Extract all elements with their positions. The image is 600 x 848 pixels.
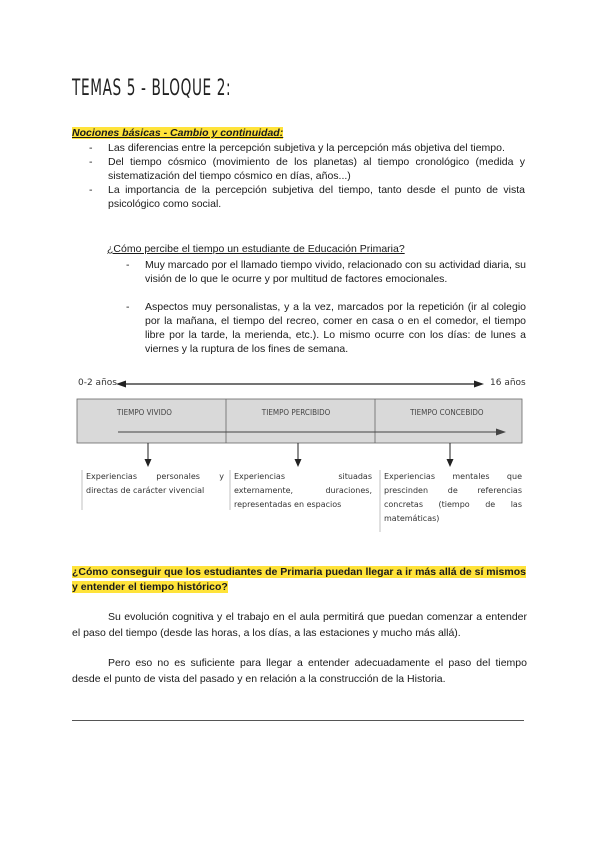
age-arrow-left [116, 381, 126, 388]
question-heading: ¿Cómo percibe el tiempo un estudiante de Educación Primaria? [107, 243, 405, 255]
nociones-list [89, 141, 525, 211]
down-arrow-head [447, 459, 454, 467]
age-arrow-right [474, 381, 484, 388]
horizontal-rule [72, 720, 524, 721]
percepcion-list [126, 258, 526, 356]
section-heading-nociones [72, 127, 283, 139]
section-heading-tiempo-historico [72, 565, 527, 595]
page-title: TEMAS 5 - BLOQUE 2: [72, 76, 232, 101]
down-arrow-head [145, 459, 152, 467]
highlighted-heading: ¿Cómo conseguir que los estudiantes de Primaria puedan llegar a ir más allá de sí mismos y entender el tiempo histórico? [72, 566, 526, 593]
diagram-graphic [72, 374, 527, 554]
body-paragraph: Pero eso no es suficiente para llegar a entender adecuadamente el paso del tiempo desde el punto de vista del pasado y en relación a la construcción de la Historia. [72, 657, 527, 685]
age-end-label: 16 años [490, 378, 526, 388]
stage-label: TIEMPO PERCIBIDO [261, 408, 331, 417]
list-item: - La importancia de la percepción subjetiva del tiempo, tanto desde el punto de vista psicológico como social. [89, 183, 525, 211]
stage-label: TIEMPO VIVIDO [117, 408, 172, 417]
down-arrow-head [295, 459, 302, 467]
stages-band [77, 399, 522, 443]
stage-description: Experiencias situadas externamente, duraciones, representadas en espacios [234, 472, 372, 509]
age-start-label: 0-2 años [78, 378, 117, 388]
time-stages-diagram [72, 374, 527, 554]
list-item: - Del tiempo cósmico (movimiento de los planetas) al tiempo cronológico (medida y sistematización del tiempo cósmico en días, años...) [89, 155, 525, 183]
stage-description: Experiencias mentales que prescinden de referencias concretas (tiempo de las matemáticas) [384, 472, 522, 523]
body-paragraph: Su evolución cognitiva y el trabajo en el aula permitirá que puedan comenzar a entender el paso del tiempo (desde las horas, a los días, a las estaciones y mucho más allá). [72, 611, 527, 639]
list-item: - Muy marcado por el llamado tiempo vivido, relacionado con su actividad diaria, su visión de lo que le ocurre y por multitud de factores emocionales. [126, 258, 526, 286]
stage-label: TIEMPO CONCEBIDO [410, 408, 484, 417]
stage-description: Experiencias personales y directas de carácter vivencial [86, 472, 224, 495]
highlighted-heading: Nociones básicas - Cambio y continuidad: [72, 127, 284, 139]
list-item: - Las diferencias entre la percepción subjetiva y la percepción más objetiva del tiempo. [89, 141, 525, 155]
list-item: - Aspectos muy personalistas, y a la vez, marcados por la repetición (ir al colegio por la mañana, el tiempo del recreo, comer en casa o en el comedor, el tiempo libre por la tarde, la merienda, etc.). Lo mismo ocurre con los días: de lunes a viernes y la ruptura de los fines de semana. [126, 300, 526, 356]
